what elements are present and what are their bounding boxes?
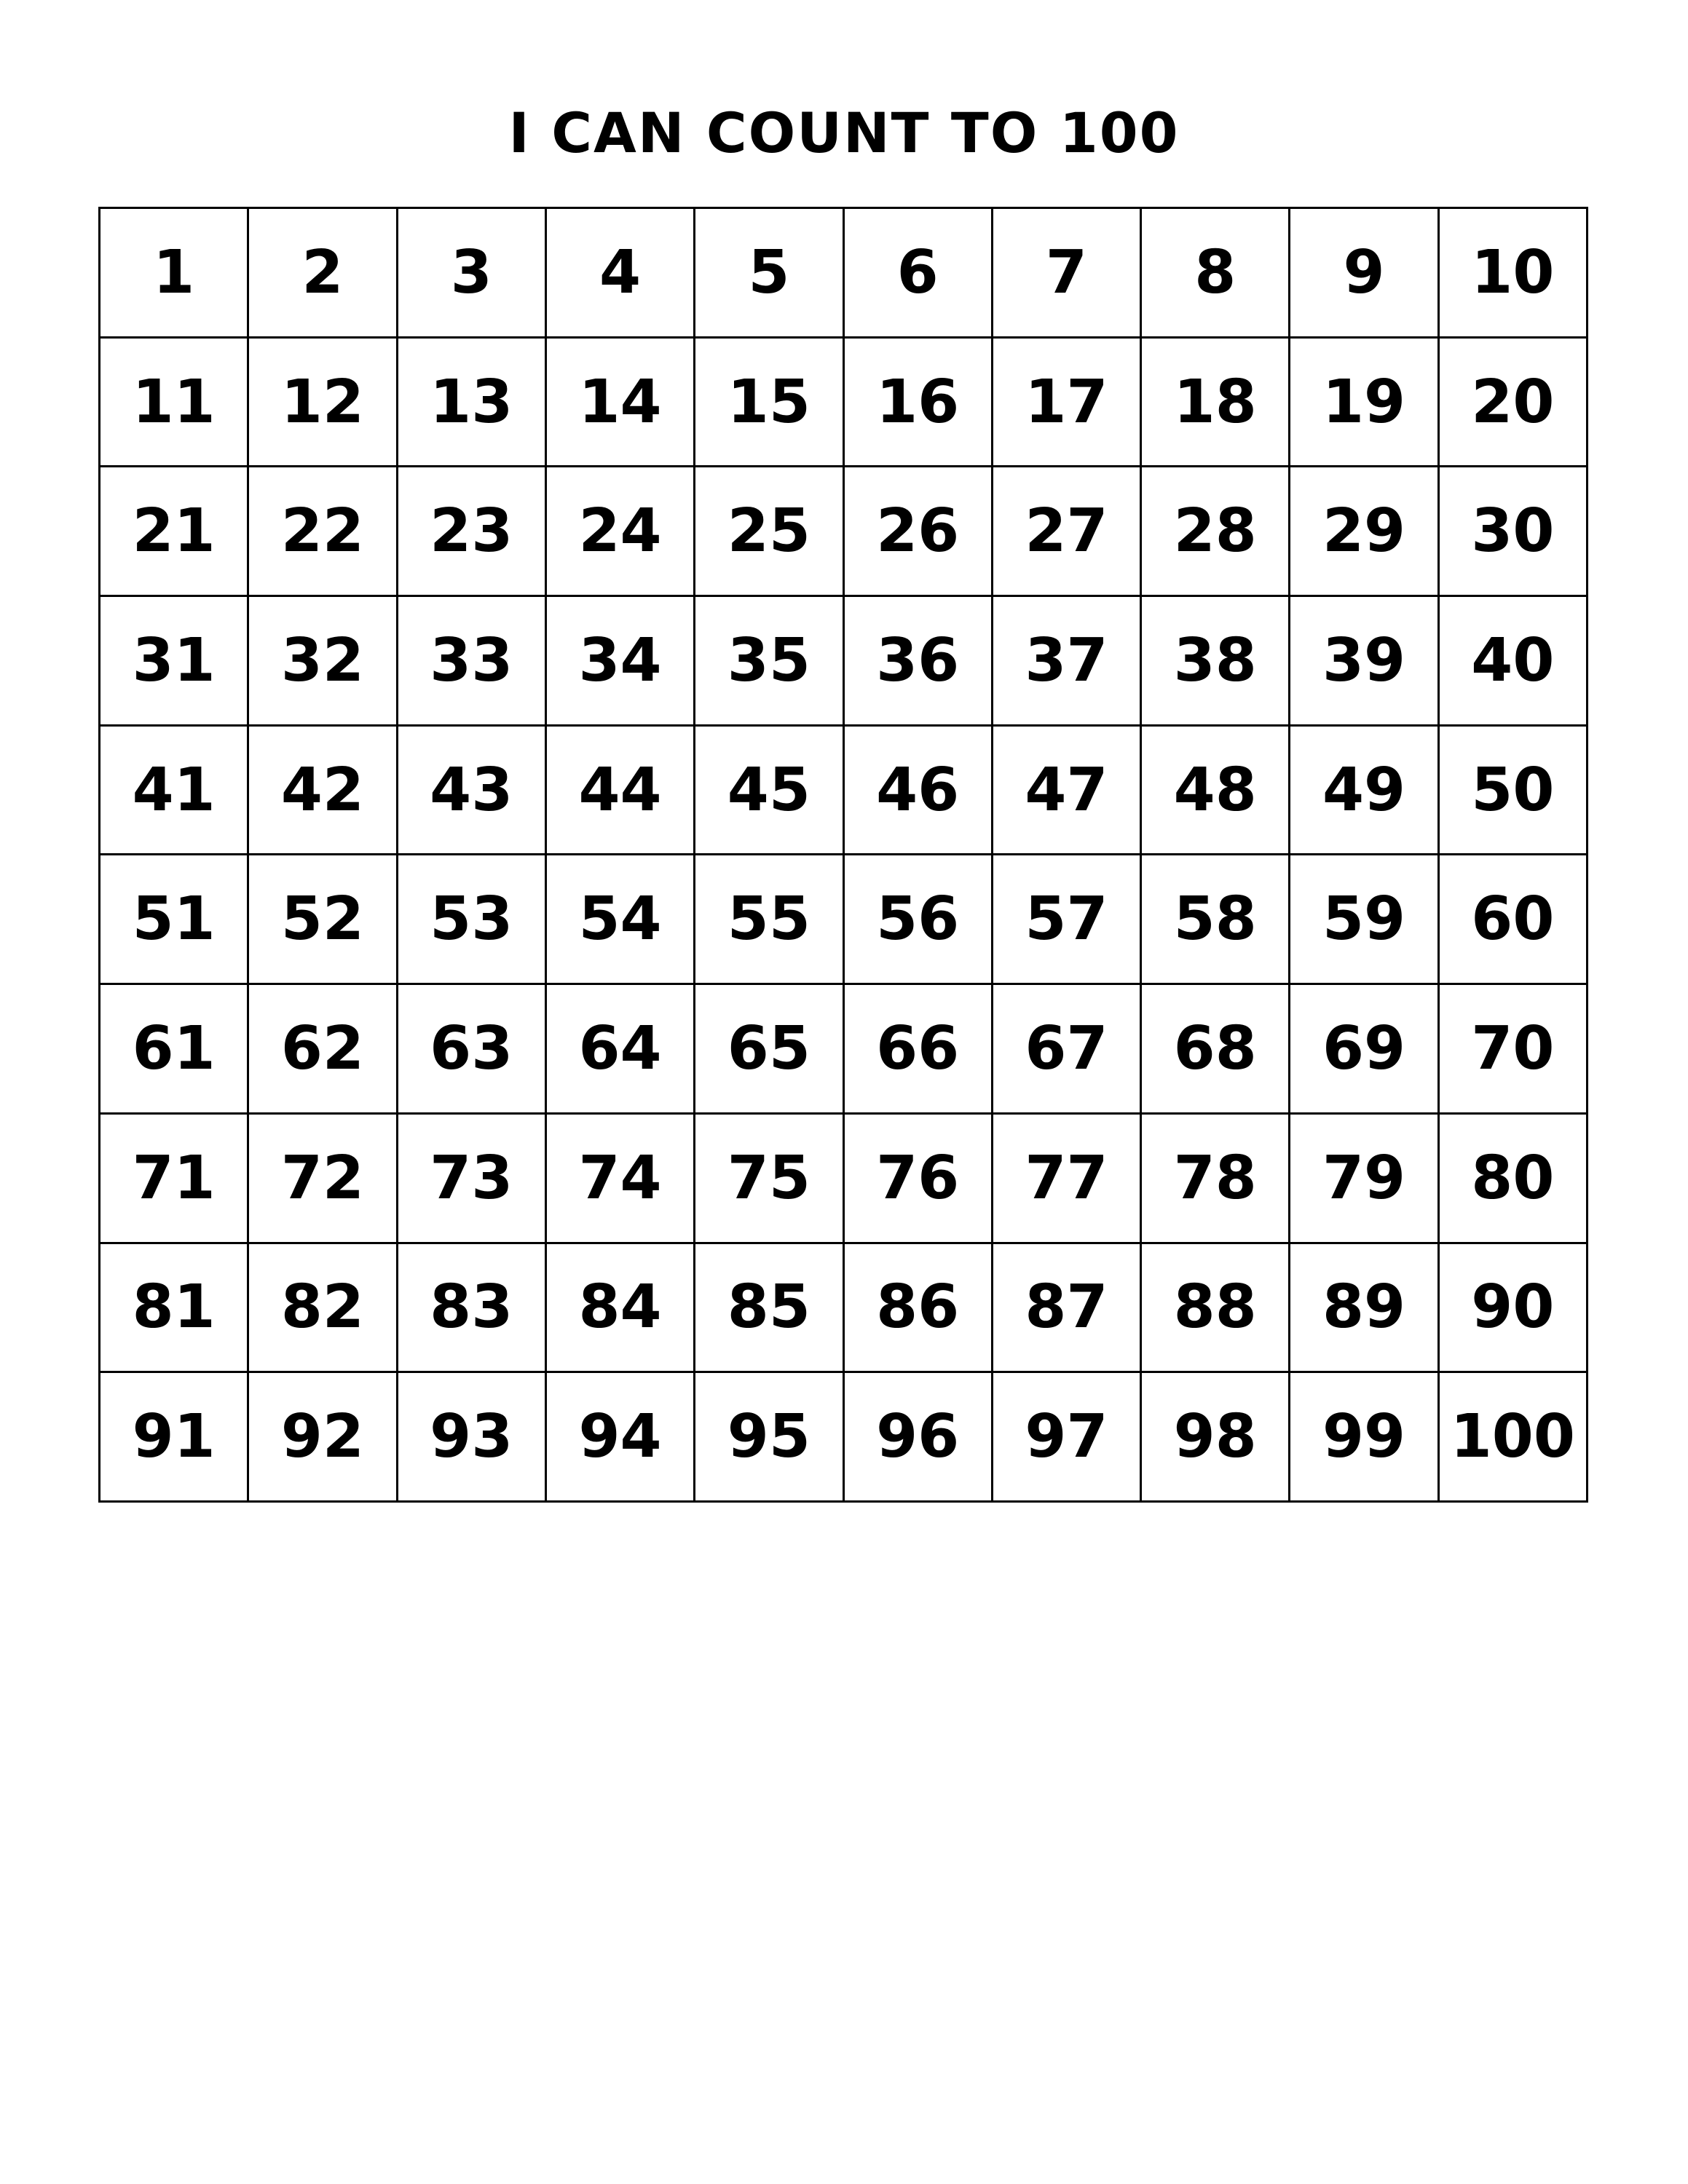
number-cell: 41 [100,727,249,856]
number-cell: 64 [547,985,695,1115]
number-cell: 56 [845,855,993,985]
number-cell: 76 [845,1115,993,1244]
hundreds-chart-grid [98,207,1588,1503]
number-cell: 61 [100,985,249,1115]
number-cell: 44 [547,727,695,856]
number-cell: 86 [845,1244,993,1374]
number-cell: 59 [1290,855,1439,985]
number-cell: 46 [845,727,993,856]
number-cell: 22 [249,467,398,597]
number-cell: 33 [398,597,547,727]
page-title: I CAN COUNT TO 100 [508,100,1180,165]
number-cell: 87 [993,1244,1142,1374]
number-cell: 80 [1440,1115,1588,1244]
number-cell: 91 [100,1373,249,1503]
number-cell: 30 [1440,467,1588,597]
number-cell: 43 [398,727,547,856]
number-cell: 42 [249,727,398,856]
number-cell: 77 [993,1115,1142,1244]
number-cell: 37 [993,597,1142,727]
number-cell: 27 [993,467,1142,597]
number-cell: 74 [547,1115,695,1244]
number-cell: 65 [695,985,844,1115]
number-cell: 13 [398,339,547,468]
number-cell: 78 [1142,1115,1290,1244]
number-cell: 35 [695,597,844,727]
number-cell: 81 [100,1244,249,1374]
number-cell: 54 [547,855,695,985]
number-cell: 14 [547,339,695,468]
number-cell: 6 [845,209,993,339]
number-cell: 100 [1440,1373,1588,1503]
number-cell: 52 [249,855,398,985]
number-cell: 47 [993,727,1142,856]
number-cell: 1 [100,209,249,339]
number-cell: 28 [1142,467,1290,597]
number-cell: 82 [249,1244,398,1374]
number-cell: 29 [1290,467,1439,597]
number-cell: 93 [398,1373,547,1503]
number-cell: 40 [1440,597,1588,727]
number-cell: 11 [100,339,249,468]
number-cell: 70 [1440,985,1588,1115]
number-cell: 20 [1440,339,1588,468]
number-cell: 67 [993,985,1142,1115]
number-cell: 66 [845,985,993,1115]
number-cell: 4 [547,209,695,339]
number-cell: 36 [845,597,993,727]
number-cell: 92 [249,1373,398,1503]
number-cell: 24 [547,467,695,597]
number-cell: 73 [398,1115,547,1244]
number-cell: 18 [1142,339,1290,468]
number-cell: 26 [845,467,993,597]
number-cell: 68 [1142,985,1290,1115]
number-cell: 97 [993,1373,1142,1503]
number-cell: 90 [1440,1244,1588,1374]
number-cell: 17 [993,339,1142,468]
number-cell: 50 [1440,727,1588,856]
number-cell: 95 [695,1373,844,1503]
number-cell: 62 [249,985,398,1115]
number-cell: 31 [100,597,249,727]
number-cell: 34 [547,597,695,727]
number-cell: 60 [1440,855,1588,985]
number-cell: 58 [1142,855,1290,985]
number-cell: 75 [695,1115,844,1244]
number-cell: 63 [398,985,547,1115]
number-cell: 55 [695,855,844,985]
number-cell: 89 [1290,1244,1439,1374]
number-cell: 98 [1142,1373,1290,1503]
number-cell: 71 [100,1115,249,1244]
number-cell: 8 [1142,209,1290,339]
number-cell: 83 [398,1244,547,1374]
number-cell: 38 [1142,597,1290,727]
number-cell: 45 [695,727,844,856]
number-cell: 49 [1290,727,1439,856]
number-cell: 15 [695,339,844,468]
number-cell: 25 [695,467,844,597]
number-cell: 10 [1440,209,1588,339]
number-cell: 32 [249,597,398,727]
number-cell: 57 [993,855,1142,985]
number-cell: 48 [1142,727,1290,856]
number-cell: 88 [1142,1244,1290,1374]
number-cell: 2 [249,209,398,339]
number-cell: 23 [398,467,547,597]
number-cell: 5 [695,209,844,339]
number-cell: 21 [100,467,249,597]
number-cell: 99 [1290,1373,1439,1503]
number-cell: 85 [695,1244,844,1374]
number-cell: 39 [1290,597,1439,727]
number-cell: 3 [398,209,547,339]
number-cell: 96 [845,1373,993,1503]
number-cell: 12 [249,339,398,468]
number-cell: 94 [547,1373,695,1503]
number-cell: 53 [398,855,547,985]
number-cell: 79 [1290,1115,1439,1244]
number-cell: 7 [993,209,1142,339]
number-cell: 9 [1290,209,1439,339]
number-cell: 69 [1290,985,1439,1115]
number-cell: 84 [547,1244,695,1374]
number-cell: 72 [249,1115,398,1244]
number-cell: 19 [1290,339,1439,468]
number-cell: 16 [845,339,993,468]
number-cell: 51 [100,855,249,985]
